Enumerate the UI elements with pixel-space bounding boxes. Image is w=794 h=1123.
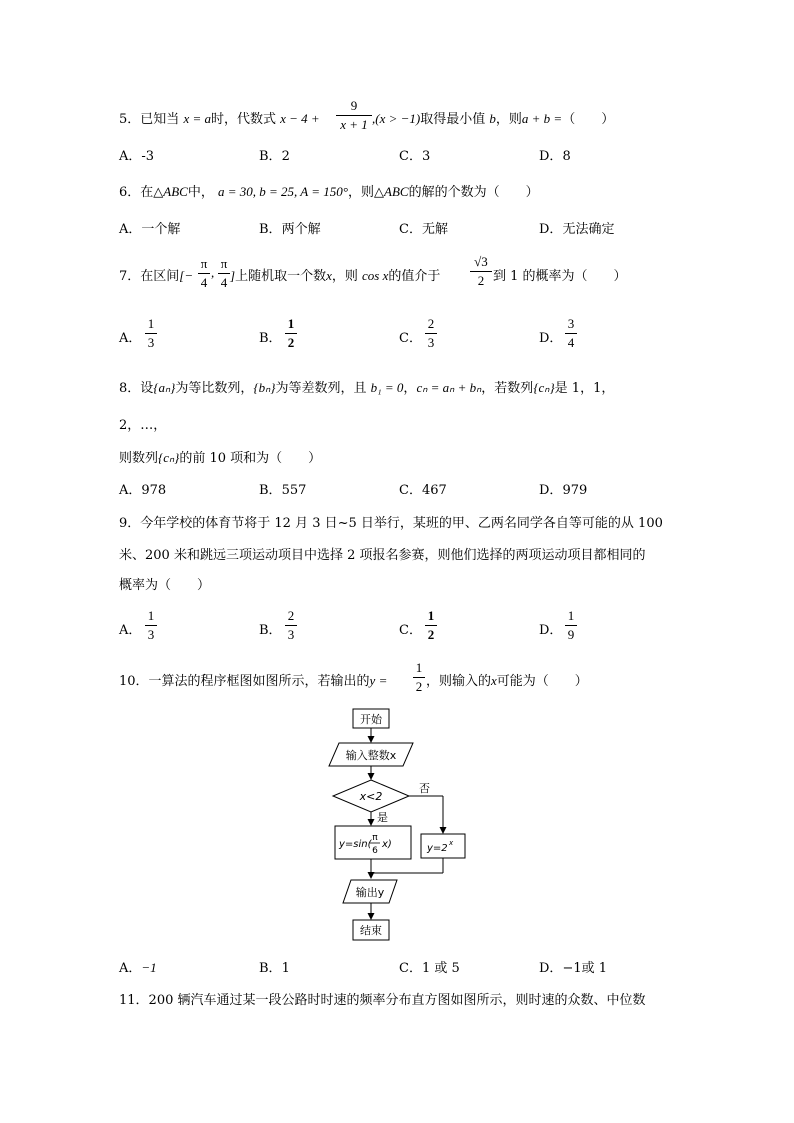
flow-no-exponent: x bbox=[449, 839, 454, 847]
q5-condition: x = a bbox=[183, 111, 211, 126]
q9-line-2: 米、200 米和跳远三项运动项目中选择 2 项报名参赛，则他们选择的两项运动项目都相同的 bbox=[119, 548, 646, 563]
q11-line-1: 11．200 辆汽车通过某一段公路时时速的频率分布直方图如图所示，则时速的众数、中位数 bbox=[119, 993, 646, 1008]
q7-stem-b: ]上随机取一个数x，则 cos x的值介于 bbox=[230, 268, 441, 284]
q6-option-a[interactable]: A．一个解 bbox=[119, 222, 181, 237]
q5-text: 取得最小值 bbox=[420, 112, 486, 127]
q5-option-d[interactable]: D．8 bbox=[539, 149, 571, 164]
q7-option-b-frac: 1 2 bbox=[285, 316, 297, 351]
q7-option-a[interactable]: A． bbox=[119, 331, 142, 346]
q8-option-d[interactable]: D．979 bbox=[539, 483, 588, 498]
q9-option-d[interactable]: D． bbox=[539, 623, 563, 638]
q5-frac-denominator: x + 1 bbox=[340, 117, 368, 132]
q8-line-1: 8．设{aₙ}为等比数列，{bₙ}为等差数列，且 b₁ = 0，cₙ = aₙ + bₙ，若数列{cₙ}是 1，1， bbox=[119, 380, 615, 396]
q5-option-c[interactable]: C．3 bbox=[399, 149, 431, 164]
q7-frac-sqrt3-2: √3 2 bbox=[470, 254, 492, 289]
q10-stem-a: 10．一算法的程序框图如图所示，若输出的y = bbox=[119, 673, 388, 689]
q7-stem-a: 7．在区间[− bbox=[119, 268, 194, 284]
q5-stem-tail bbox=[372, 108, 614, 127]
q7-option-d[interactable]: D． bbox=[539, 331, 563, 346]
q5-text: 时，代数式 bbox=[210, 112, 276, 127]
q8-option-c[interactable]: C．467 bbox=[399, 483, 447, 498]
q10-option-c[interactable]: C．1 或 5 bbox=[399, 961, 460, 976]
q9-option-a-frac: 1 3 bbox=[145, 608, 157, 643]
q6-triangle: ABC bbox=[163, 184, 188, 199]
q8-line-2: 2，…， bbox=[119, 418, 167, 433]
flow-no-formula: y=2 bbox=[427, 843, 448, 854]
q5-text: 已知当 bbox=[140, 112, 180, 127]
q9-option-d-frac: 1 9 bbox=[565, 608, 577, 643]
q5-variable: b bbox=[489, 111, 496, 126]
flow-decision-label: x<2 bbox=[359, 790, 383, 803]
flow-yes-label: 是 bbox=[377, 811, 388, 824]
q8-option-a[interactable]: A．978 bbox=[119, 483, 167, 498]
q10-frac: 1 2 bbox=[413, 660, 425, 695]
flowchart bbox=[325, 705, 475, 945]
q9-line-1: 9．今年学校的体育节将于 12 月 3 日~5 日举行，某班的甲、乙两名同学各自等可能的从 100 bbox=[119, 516, 663, 531]
q7-option-c[interactable]: C． bbox=[399, 331, 422, 346]
q9-option-b[interactable]: B． bbox=[259, 623, 282, 638]
q10-option-b[interactable]: B．1 bbox=[259, 961, 290, 976]
flow-yes-formula: y=sin( bbox=[339, 839, 372, 850]
q10-option-d[interactable]: D．−1或 1 bbox=[539, 961, 608, 976]
q7-frac-pi4-a: π 4 bbox=[198, 256, 210, 291]
q5-option-b[interactable]: B．2 bbox=[259, 149, 290, 164]
flow-no-label: 否 bbox=[419, 782, 430, 795]
flow-yes-pi: π bbox=[372, 833, 378, 843]
q5-domain: ,(x > −1) bbox=[372, 111, 421, 126]
q5-frac-numerator: 9 bbox=[350, 98, 358, 113]
q10-option-a[interactable]: A．−1 bbox=[119, 960, 157, 976]
q8-option-b[interactable]: B．557 bbox=[259, 483, 307, 498]
q10-stem-b: ，则输入的x可能为（ ） bbox=[426, 673, 588, 689]
q6-option-d[interactable]: D．无法确定 bbox=[539, 222, 615, 237]
flow-end-label: 结束 bbox=[360, 924, 382, 937]
flow-input-label: 输入整数x bbox=[345, 749, 397, 762]
q5-answer-blank: （ ） bbox=[562, 112, 615, 127]
flow-yes-six: 6 bbox=[372, 846, 378, 856]
q9-option-c-frac: 1 2 bbox=[425, 608, 437, 643]
flow-yes-x: x) bbox=[382, 839, 392, 850]
q7-option-a-frac: 1 3 bbox=[145, 316, 157, 351]
q7-option-b[interactable]: B． bbox=[259, 331, 282, 346]
q8-line-3: 则数列{cₙ}的前 10 项和为（ ） bbox=[119, 450, 322, 466]
q7-comma: , bbox=[211, 265, 215, 280]
q5-sum: a + b = bbox=[521, 111, 563, 126]
q5-stem bbox=[119, 108, 320, 127]
q6-option-c[interactable]: C．无解 bbox=[399, 222, 448, 237]
q5-expression: x − 4 + bbox=[280, 111, 320, 126]
q9-option-c[interactable]: C． bbox=[399, 623, 422, 638]
q6-stem: 6．在△ABC中， a = 30, b = 25, A = 150°，则△ABC的解的个数为（ ） bbox=[119, 184, 539, 200]
q5-text: ，则 bbox=[495, 112, 522, 127]
q5-number: 5． bbox=[119, 112, 141, 127]
q7-option-d-frac: 3 4 bbox=[565, 316, 577, 351]
q7-stem-c: 到 1 的概率为（ ） bbox=[493, 269, 627, 284]
q7-frac-pi4-b: π 4 bbox=[218, 256, 230, 291]
q5-option-a[interactable]: A．-3 bbox=[119, 149, 155, 164]
q9-line-3: 概率为（ ） bbox=[119, 578, 211, 593]
q6-option-b[interactable]: B．两个解 bbox=[259, 222, 321, 237]
q7-option-c-frac: 2 3 bbox=[425, 316, 437, 351]
flow-output-label: 输出y bbox=[355, 886, 385, 899]
q5-fraction bbox=[336, 98, 372, 133]
flow-start-label: 开始 bbox=[360, 713, 382, 726]
q9-option-a[interactable]: A． bbox=[119, 623, 142, 638]
q9-option-b-frac: 2 3 bbox=[285, 608, 297, 643]
q6-given: a = 30, b = 25, A = 150° bbox=[218, 184, 348, 199]
